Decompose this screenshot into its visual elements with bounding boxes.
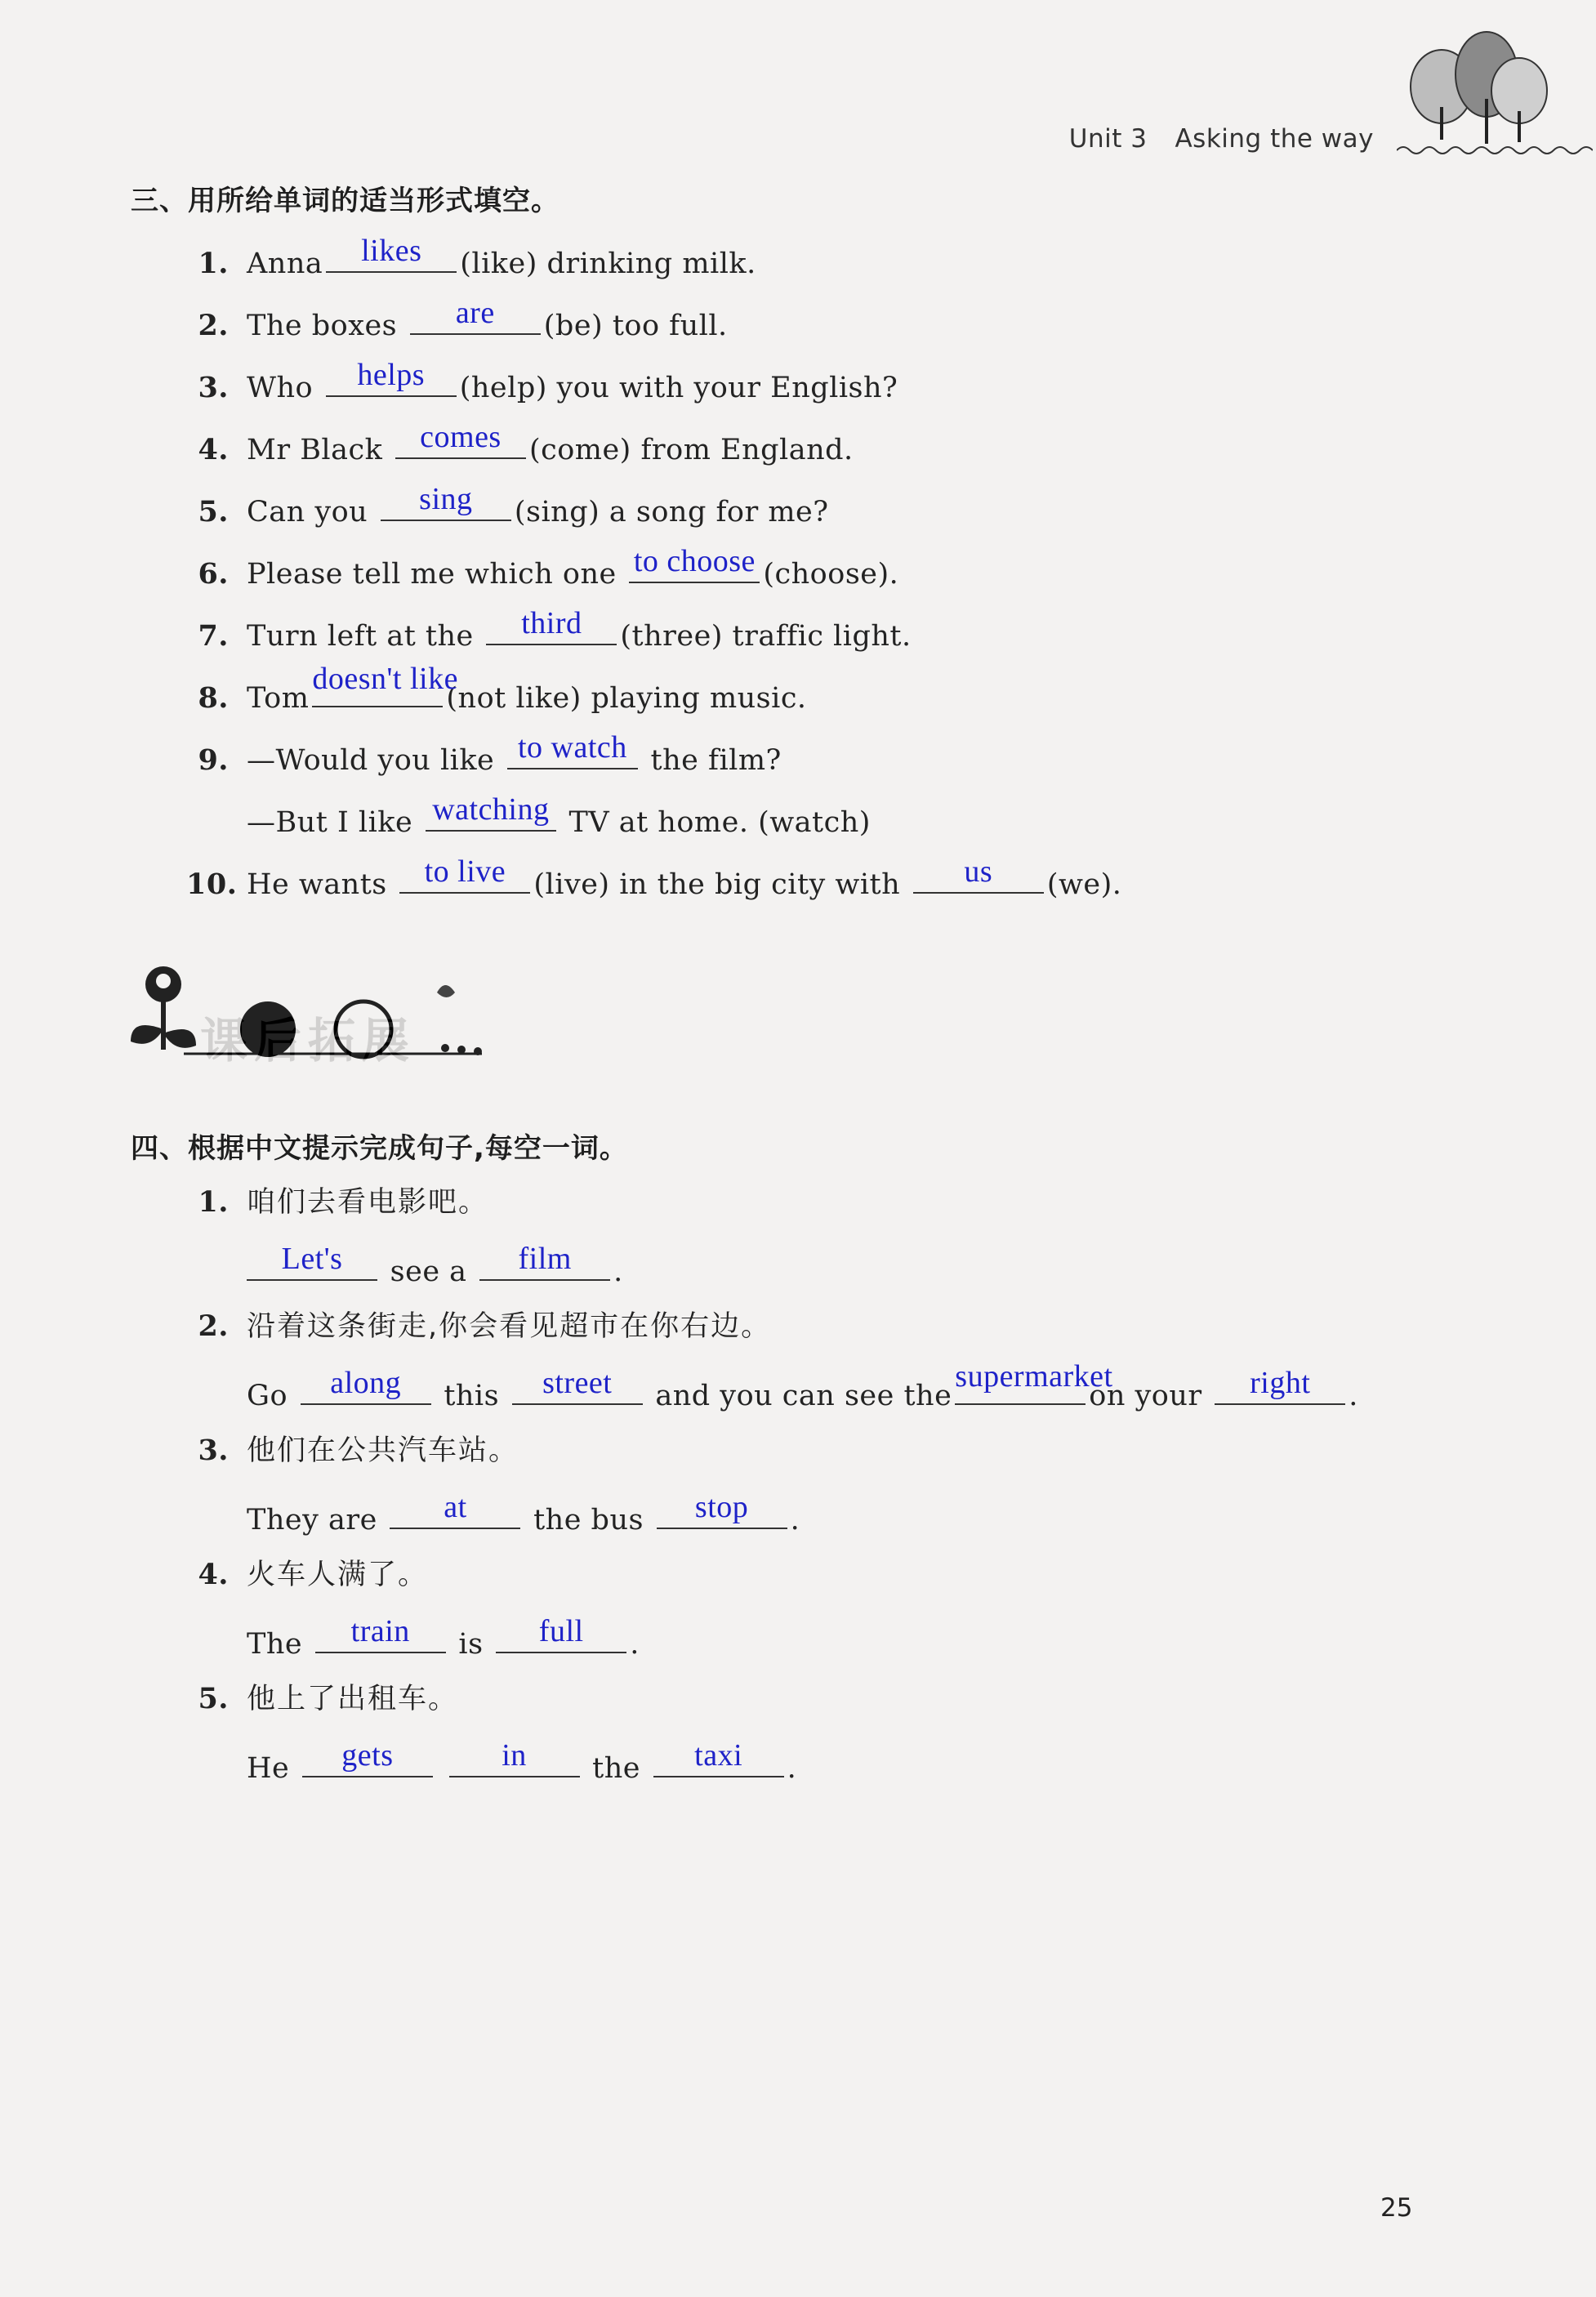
answer-blank: full — [496, 1622, 626, 1653]
answer-blank: doesn't like — [312, 676, 443, 707]
answer-blank: us — [913, 863, 1044, 894]
section-logo — [123, 952, 506, 1115]
section-4-title: 四、根据中文提示完成句子,每空一词。 — [131, 1132, 628, 1165]
answer-blank: in — [449, 1746, 580, 1777]
exercise-3-item-1: 1. Anna likes (like) drinking milk. — [198, 234, 756, 280]
exercise-3-item-4: 4. Mr Black comes (come) from England. — [198, 420, 854, 466]
answer-blank: along — [301, 1374, 431, 1405]
page-header — [1069, 124, 1374, 154]
answer-blank: at — [390, 1498, 520, 1529]
answer-blank: to live — [399, 863, 530, 894]
unit-label: Unit 3 — [1068, 124, 1148, 154]
answer-blank: sing — [381, 490, 511, 521]
answer-blank: comes — [395, 428, 526, 459]
logo-text: 课后拓展 — [200, 1013, 417, 1068]
exercise-4-item-1-cn: 1. 咱们去看电影吧。 — [198, 1185, 489, 1219]
answer-blank: supermarket — [955, 1374, 1086, 1405]
exercise-4-item-5-en: He gets in the taxi . — [247, 1738, 797, 1785]
answer-blank: street — [512, 1374, 643, 1405]
exercise-4-item-1-en: Let's see a film . — [247, 1250, 623, 1290]
answer-blank: film — [479, 1250, 610, 1281]
exercise-3-item-2: 2. The boxes are (be) too full. — [198, 296, 728, 342]
exercise-3-item-5: 5. Can you sing (sing) a song for me? — [198, 482, 829, 529]
answer-blank: are — [410, 304, 541, 335]
answer-blank: taxi — [653, 1746, 784, 1777]
exercise-4-item-2-en: Go along this street and you can see the supermarket on your right . — [247, 1359, 1358, 1412]
answer-blank: to choose — [629, 552, 760, 583]
unit-title: Asking the way — [1175, 124, 1374, 154]
answer-blank: third — [486, 614, 617, 645]
answer-blank: Let's — [247, 1250, 377, 1281]
answer-blank: watching — [426, 801, 556, 832]
page-number: 25 — [1380, 2193, 1413, 2223]
exercise-3-item-7: 7. Turn left at the third (three) traffic light. — [198, 606, 912, 653]
exercise-4-item-3-cn: 3. 他们在公共汽车站。 — [198, 1434, 519, 1467]
exercise-3-item-9-reply: —But I like watching TV at home. (watch) — [247, 792, 871, 839]
exercise-4-item-3-en: They are at the bus stop . — [247, 1490, 800, 1537]
answer-blank: stop — [657, 1498, 787, 1529]
section-3-title: 三、用所给单词的适当形式填空。 — [131, 185, 559, 217]
exercise-3-item-3: 3. Who helps (help) you with your English? — [198, 358, 898, 404]
answer-blank: gets — [302, 1746, 433, 1777]
answer-blank: helps — [326, 366, 457, 397]
exercise-3-item-9: 9. —Would you like to watch the film? — [198, 730, 782, 777]
exercise-3-item-6: 6. Please tell me which one to choose (choose). — [198, 544, 899, 591]
exercise-3-item-10: 10. He wants to live (live) in the big city with us (we). — [186, 854, 1122, 901]
answer-blank: likes — [326, 242, 457, 273]
answer-blank: to watch — [507, 738, 638, 769]
answer-blank: train — [315, 1622, 446, 1653]
exercise-4-item-2-cn: 2. 沿着这条街走,你会看见超市在你右边。 — [198, 1309, 772, 1343]
exercise-4-item-4-cn: 4. 火车人满了。 — [198, 1558, 429, 1591]
exercise-3-item-8: 8. Tom doesn't like (not like) playing music. — [198, 662, 807, 715]
trees-icon — [1397, 29, 1593, 160]
exercise-4-item-4-en: The train is full . — [247, 1614, 640, 1661]
exercise-4-item-5-cn: 5. 他上了出租车。 — [198, 1682, 459, 1715]
answer-blank: right — [1215, 1374, 1345, 1405]
